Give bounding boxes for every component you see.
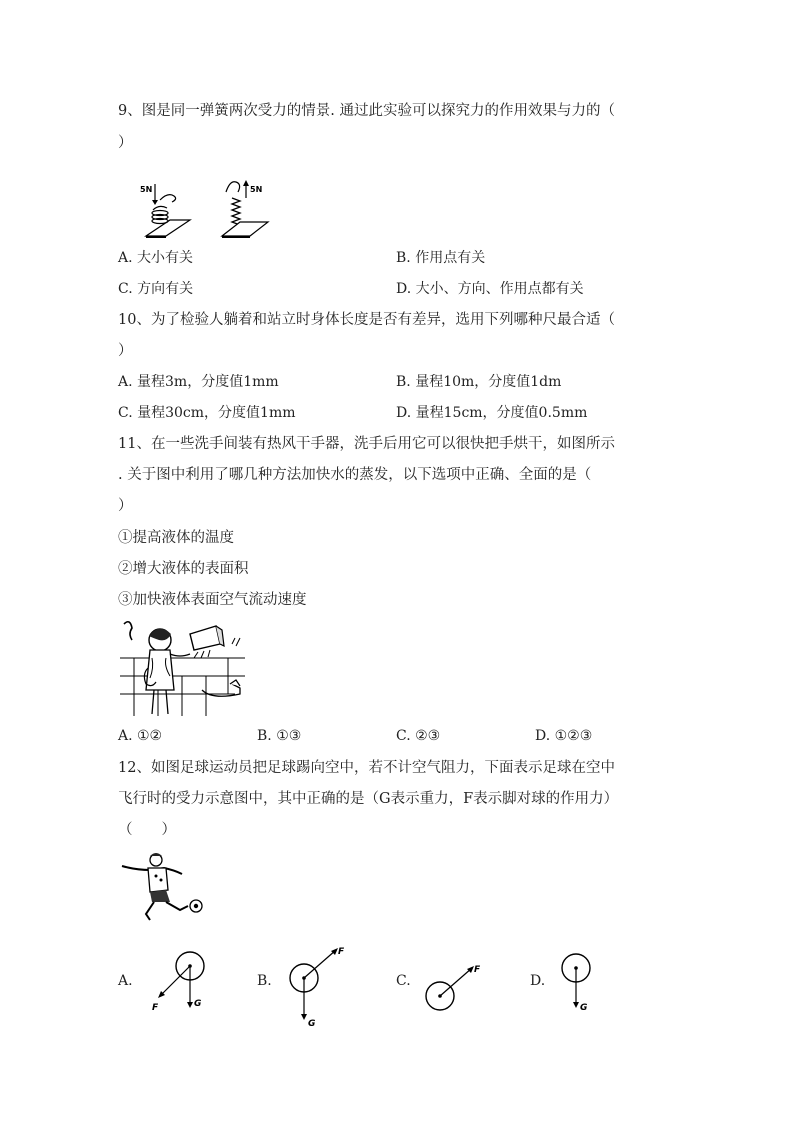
q11-option-d: D. ①②③ bbox=[535, 728, 593, 744]
q11-option-c: C. ②③ bbox=[396, 728, 441, 744]
q9-label-left: 5N bbox=[140, 185, 153, 194]
q10-option-d: D. 量程15cm，分度值0.5mm bbox=[396, 405, 588, 421]
q12-option-c: C. bbox=[396, 973, 411, 989]
soccer-player-figure bbox=[120, 850, 212, 922]
q9-option-a: A. 大小有关 bbox=[118, 250, 194, 266]
q11-item-1: ①提高液体的温度 bbox=[118, 530, 234, 546]
q12-option-a: A. bbox=[118, 973, 133, 989]
q9-stem-line1: 9、图是同一弹簧两次受力的情景. 通过此实验可以探究力的作用效果与力的（ bbox=[118, 103, 615, 119]
force-label-g: G bbox=[580, 1003, 588, 1013]
force-diagram-c bbox=[420, 958, 490, 1014]
q11-item-2: ②增大液体的表面积 bbox=[118, 561, 249, 577]
q10-stem-line1: 10、为了检验人躺着和站立时身体长度是否有差异，选用下列哪种尺最合适（ bbox=[118, 312, 615, 328]
q11-option-b: B. ①③ bbox=[257, 728, 302, 744]
force-label-f: F bbox=[338, 947, 345, 957]
q9-spring-figure bbox=[140, 176, 280, 242]
q9-stem-line2: ） bbox=[118, 135, 133, 151]
force-diagram-a bbox=[148, 946, 218, 1020]
stretched-spring-figure bbox=[222, 180, 268, 238]
q12-stem-line2: 飞行时的受力示意图中，其中正确的是（G表示重力，F表示脚对球的作用力） bbox=[118, 791, 619, 807]
q12-option-d: D. bbox=[530, 973, 546, 989]
q9-option-d: D. 大小、方向、作用点都有关 bbox=[396, 281, 584, 297]
force-diagram-b bbox=[282, 940, 352, 1030]
q12-stem-line3: （ ） bbox=[118, 822, 176, 838]
q11-stem-line3: ） bbox=[118, 498, 133, 514]
q10-option-a: A. 量程3m，分度值1mm bbox=[118, 374, 279, 390]
force-label-g: G bbox=[308, 1019, 316, 1029]
q9-option-b: B. 作用点有关 bbox=[396, 250, 486, 266]
q9-label-right: 5N bbox=[250, 185, 263, 194]
q12-option-b: B. bbox=[257, 973, 272, 989]
force-label-f: F bbox=[152, 1003, 159, 1013]
q10-option-b: B. 量程10m，分度值1dm bbox=[396, 374, 562, 390]
q10-option-c: C. 量程30cm，分度值1mm bbox=[118, 405, 296, 421]
q11-stem-line2: . 关于图中利用了哪几种方法加快水的蒸发，以下选项中正确、全面的是（ bbox=[118, 467, 592, 483]
q9-option-c: C. 方向有关 bbox=[118, 281, 194, 297]
compressed-spring-figure bbox=[140, 184, 190, 238]
q11-option-a: A. ①② bbox=[118, 728, 163, 744]
q10-stem-line2: ） bbox=[118, 343, 133, 359]
q12-stem-line1: 12、如图足球运动员把足球踢向空中，若不计空气阻力，下面表示足球在空中 bbox=[118, 760, 615, 776]
force-label-g: G bbox=[194, 999, 202, 1009]
force-label-f: F bbox=[474, 965, 481, 975]
force-diagram-d bbox=[556, 950, 606, 1016]
q11-stem-line1: 11、在一些洗手间装有热风干手器，洗手后用它可以很快把手烘干，如图所示 bbox=[118, 436, 615, 452]
q11-item-3: ③加快液体表面空气流动速度 bbox=[118, 592, 307, 608]
hand-dryer-figure bbox=[120, 618, 250, 716]
